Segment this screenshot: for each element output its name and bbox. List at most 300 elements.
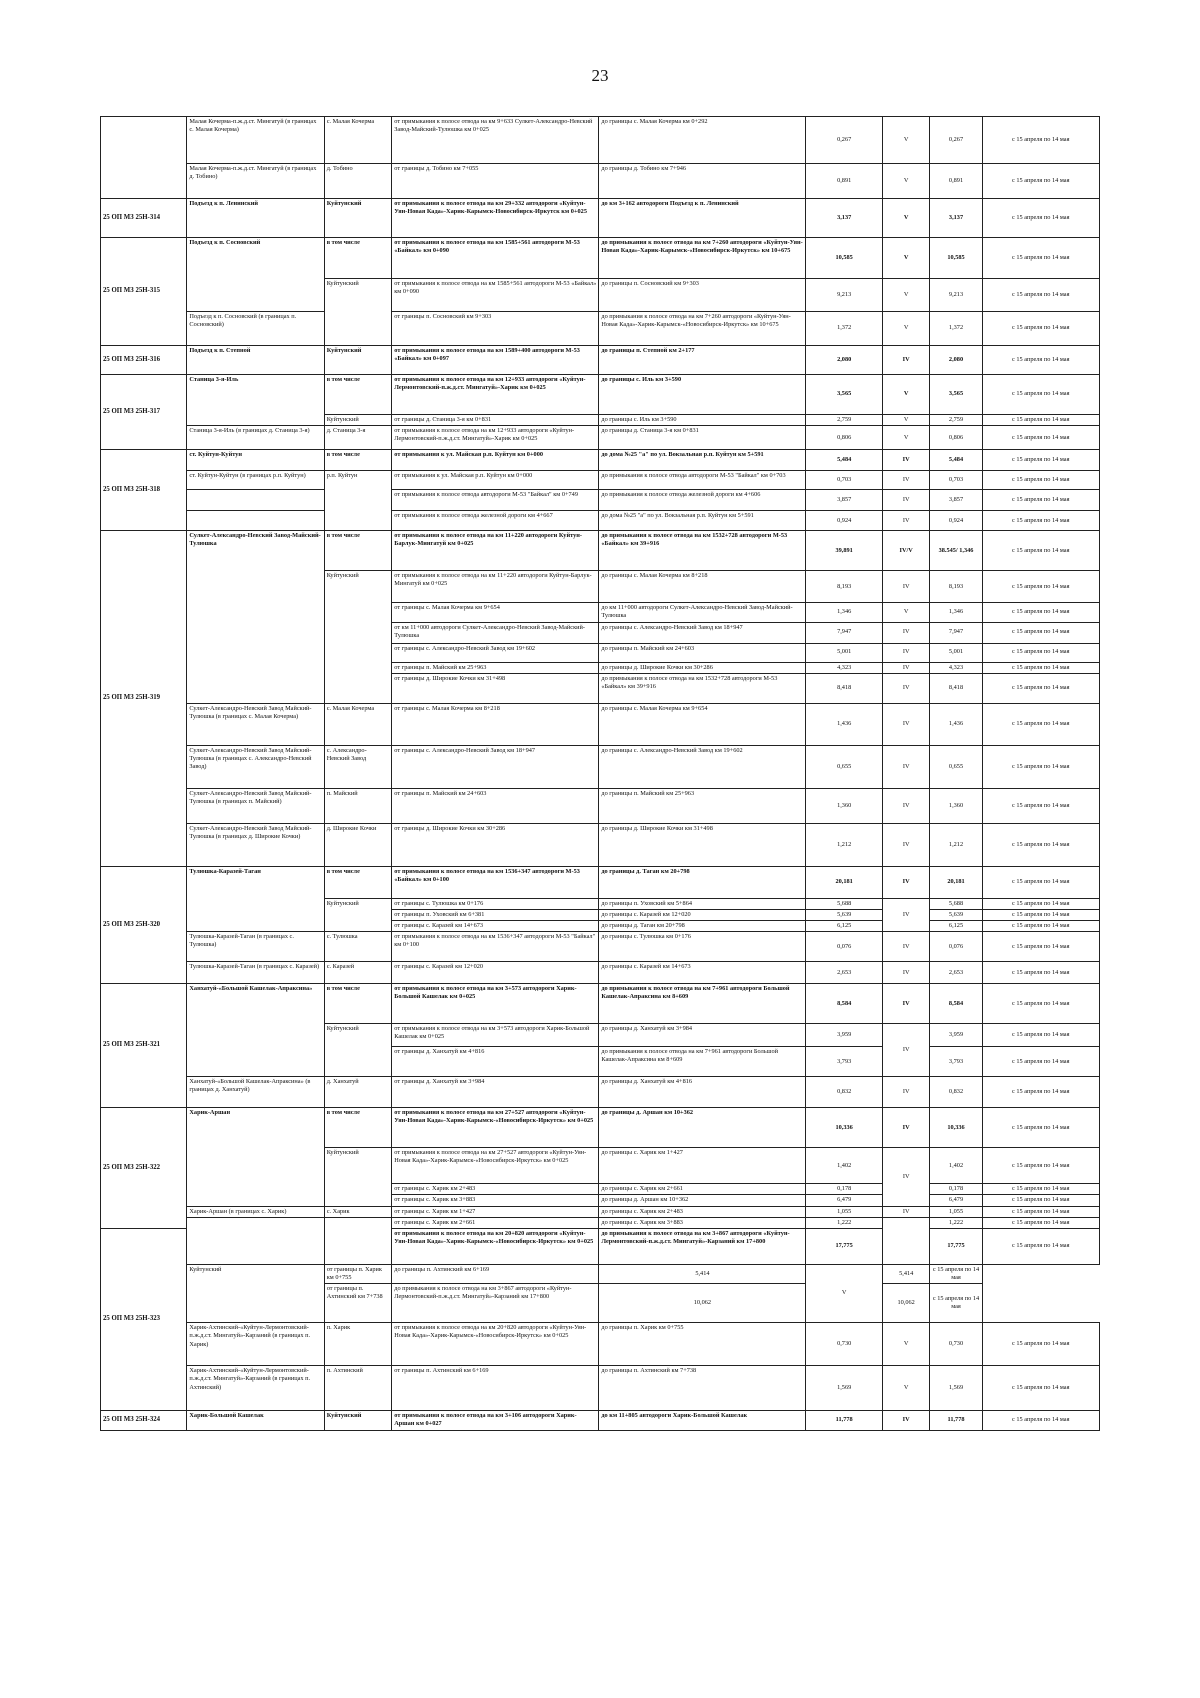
road-name-cell: ст. Куйтун-Куйтун (в границах р.п. Куйтун) bbox=[187, 471, 324, 490]
length-cell: 3,565 bbox=[806, 375, 882, 415]
segment-start-cell: от границы д. Станица 3-я км 0+831 bbox=[392, 415, 599, 426]
length-by-category-cell: 0,806 bbox=[930, 426, 982, 450]
segment-end-cell: до границы п. Майский км 24+603 bbox=[599, 643, 806, 662]
segment-start-cell: от границы с. Каразей км 14+673 bbox=[392, 921, 599, 932]
length-by-category-cell: 1,436 bbox=[930, 703, 982, 745]
table-row bbox=[101, 1264, 1100, 1283]
segment-end-cell: до границы с. Каразей км 12+020 bbox=[599, 909, 806, 920]
segment-end-cell: до примыкания к полосе отвода на км 7+961 автодороги Большой Кашелак-Апраксина км 8+609 bbox=[599, 1047, 806, 1077]
segment-start-cell: от примыкания к полосе отвода на км 3+106 автодороги Харик-Аршан км 0+027 bbox=[392, 1411, 599, 1430]
segment-end-cell: до границы с. Иль км 3+590 bbox=[599, 375, 806, 415]
category-cell: IV bbox=[882, 511, 930, 531]
segment-end-cell: до границы д. Тобино км 7+946 bbox=[599, 164, 806, 199]
road-name-cell: Харик-Аршан (в границах с. Харик) bbox=[187, 1206, 324, 1217]
segment-end-cell: до границы д. Таган км 20+798 bbox=[599, 866, 806, 898]
district-cell: в том числе bbox=[324, 238, 392, 279]
table-row bbox=[101, 199, 1100, 238]
category-cell: V bbox=[882, 1323, 930, 1366]
category-cell: IV bbox=[882, 662, 930, 673]
segment-start-cell: от границы с. Харик км 2+483 bbox=[392, 1184, 599, 1195]
length-by-category-cell: 0,655 bbox=[930, 745, 982, 788]
length-by-category-cell: 2,080 bbox=[930, 346, 982, 375]
district-cell: в том числе bbox=[324, 375, 392, 415]
segment-start-cell: от примыкания к полосе отвода на км 3+573 автодороги Харик-Большой Кашелак км 0+025 bbox=[392, 984, 599, 1024]
table-row bbox=[101, 375, 1100, 415]
segment-start-cell: от границы с. Малая Кочерма км 9+654 bbox=[392, 603, 599, 622]
table-row bbox=[101, 471, 1100, 490]
segment-end-cell: до примыкания к полосе отвода на км 7+260 автодороги «Куйтун-Уян-Новая Када»-Харик-Карымск-«Новосибирск-Иркутск» км 10+675 bbox=[599, 238, 806, 279]
length-by-category-cell: 3,565 bbox=[930, 375, 982, 415]
road-name-cell: Сулкет-Александро-Невский Завод Майский-Тулюшка (в границах д. Широкие Кочки) bbox=[187, 823, 324, 866]
length-cell: 10,585 bbox=[806, 238, 882, 279]
restriction-period-cell: с 15 апреля по 14 мая bbox=[982, 866, 1099, 898]
length-cell: 10,336 bbox=[806, 1108, 882, 1148]
district-cell: в том числе bbox=[324, 450, 392, 471]
segment-start-cell: от границы п. Харик км 0+755 bbox=[324, 1264, 392, 1283]
segment-end-cell: до границы д. Широкие Кочки км 31+498 bbox=[599, 823, 806, 866]
segment-start-cell: от границы с. Харик км 2+661 bbox=[392, 1217, 599, 1228]
district-cell: с. Малая Кочерма bbox=[324, 117, 392, 164]
length-cell: 0,178 bbox=[806, 1184, 882, 1195]
segment-end-cell: до границы с. Александро-Невский Завод км 19+602 bbox=[599, 745, 806, 788]
segment-end-cell: до границы с. Александро-Невский Завод км 18+947 bbox=[599, 622, 806, 643]
length-by-category-cell: 0,832 bbox=[930, 1077, 982, 1108]
segment-start-cell: от границы п. Майский км 24+603 bbox=[392, 788, 599, 823]
length-cell: 6,125 bbox=[806, 921, 882, 932]
district-cell: Куйтунский bbox=[324, 1024, 392, 1077]
district-cell: д. Тобино bbox=[324, 164, 392, 199]
restriction-period-cell: с 15 апреля по 14 мая bbox=[982, 1366, 1099, 1411]
segment-start-cell: от примыкания к полосе отвода железной дороги км 4+667 bbox=[392, 511, 599, 531]
segment-end-cell: до км 11+000 автодороги Сулкет-Александро-Невский Завод-Майский-Тулюшка bbox=[599, 603, 806, 622]
restriction-period-cell: с 15 апреля по 14 мая bbox=[982, 279, 1099, 312]
table-row bbox=[101, 1206, 1100, 1217]
length-by-category-cell: 0,178 bbox=[930, 1184, 982, 1195]
length-by-category-cell: 5,484 bbox=[930, 450, 982, 471]
road-name-cell: Тулюшка-Каразей-Таган (в границах с. Каразей) bbox=[187, 962, 324, 984]
restriction-period-cell: с 15 апреля по 14 мая bbox=[982, 673, 1099, 703]
length-by-category-cell: 0,924 bbox=[930, 511, 982, 531]
restriction-period-cell: с 15 апреля по 14 мая bbox=[982, 1411, 1099, 1430]
length-cell: 7,947 bbox=[806, 622, 882, 643]
segment-end-cell: до границы с. Харик км 2+661 bbox=[599, 1184, 806, 1195]
length-cell: 8,193 bbox=[806, 571, 882, 603]
restriction-period-cell: с 15 апреля по 14 мая bbox=[982, 375, 1099, 415]
length-by-category-cell: 8,418 bbox=[930, 673, 982, 703]
code-cell: 25 ОП МЗ 25Н-320 bbox=[101, 866, 187, 984]
segment-start-cell: от границы п. Ахтинский км 6+169 bbox=[392, 1366, 599, 1411]
category-cell: V bbox=[882, 279, 930, 312]
code-cell: 25 ОП МЗ 25Н-317 bbox=[101, 375, 187, 450]
length-by-category-cell: 1,346 bbox=[930, 603, 982, 622]
length-by-category-cell: 7,947 bbox=[930, 622, 982, 643]
road-name-cell: Станица 3-я-Иль (в границах д. Станица 3-я) bbox=[187, 426, 324, 450]
segment-start-cell: от примыкания к полосе отвода на км 1536+347 автодороги М-53 "Байкал" км 0+100 bbox=[392, 932, 599, 962]
category-cell: IV bbox=[882, 962, 930, 984]
restriction-period-cell: с 15 апреля по 14 мая bbox=[982, 312, 1099, 346]
length-cell: 1,212 bbox=[806, 823, 882, 866]
district-cell: с. Каразей bbox=[324, 962, 392, 984]
length-cell: 2,080 bbox=[806, 346, 882, 375]
length-by-category-cell: 6,479 bbox=[930, 1195, 982, 1206]
length-cell: 6,479 bbox=[806, 1195, 882, 1206]
road-name-cell: Тулюшка-Каразей-Таган bbox=[187, 866, 324, 932]
length-cell: 1,436 bbox=[806, 703, 882, 745]
length-by-category-cell: 0,730 bbox=[930, 1323, 982, 1366]
roads-table bbox=[100, 116, 1100, 1431]
length-cell: 1,372 bbox=[806, 312, 882, 346]
road-name-cell bbox=[187, 490, 324, 511]
code-cell: 25 ОП МЗ 25Н-316 bbox=[101, 346, 187, 375]
segment-start-cell: от примыкания к полосе отвода на км 1536+347 автодороги М-53 «Байкал» км 0+100 bbox=[392, 866, 599, 898]
segment-end-cell: до границы с. Малая Кочерма км 9+654 bbox=[599, 703, 806, 745]
table-row bbox=[101, 1077, 1100, 1108]
length-by-category-cell: 17,775 bbox=[930, 1228, 982, 1264]
restriction-period-cell: с 15 апреля по 14 мая bbox=[982, 603, 1099, 622]
restriction-period-cell: с 15 апреля по 14 мая bbox=[982, 490, 1099, 511]
category-cell: V bbox=[882, 238, 930, 279]
restriction-period-cell: с 15 апреля по 14 мая bbox=[982, 346, 1099, 375]
category-cell: IV bbox=[882, 984, 930, 1024]
length-cell: 39,891 bbox=[806, 531, 882, 571]
restriction-period-cell: с 15 апреля по 14 мая bbox=[982, 1077, 1099, 1108]
length-cell: 1,055 bbox=[806, 1206, 882, 1217]
district-cell: Куйтунский bbox=[324, 1148, 392, 1206]
table-row bbox=[101, 745, 1100, 788]
segment-start-cell: от границы п. Сосновский км 9+303 bbox=[392, 312, 599, 346]
district-cell: Куйтунский bbox=[324, 199, 392, 238]
segment-end-cell: до км 3+162 автодороги Подъезд к п. Ленинский bbox=[599, 199, 806, 238]
restriction-period-cell: с 15 апреля по 14 мая bbox=[982, 426, 1099, 450]
length-by-category-cell: 1,222 bbox=[930, 1217, 982, 1228]
length-cell: 3,959 bbox=[806, 1024, 882, 1047]
length-cell: 17,775 bbox=[806, 1228, 882, 1264]
category-cell: IV bbox=[882, 703, 930, 745]
restriction-period-cell: с 15 апреля по 14 мая bbox=[982, 1195, 1099, 1206]
road-name-cell: Подъезд к п. Сосновский (в границах п. Сосновский) bbox=[187, 312, 324, 346]
district-cell: Куйтунский bbox=[187, 1264, 324, 1322]
restriction-period-cell: с 15 апреля по 14 мая bbox=[982, 1228, 1099, 1264]
category-cell: IV bbox=[882, 1024, 930, 1077]
restriction-period-cell: с 15 апреля по 14 мая bbox=[982, 1206, 1099, 1217]
restriction-period-cell: с 15 апреля по 14 мая bbox=[930, 1264, 982, 1283]
length-cell: 5,001 bbox=[806, 643, 882, 662]
length-cell: 0,076 bbox=[806, 932, 882, 962]
district-cell: п. Майский bbox=[324, 788, 392, 823]
length-cell: 3,857 bbox=[806, 490, 882, 511]
restriction-period-cell: с 15 апреля по 14 мая bbox=[982, 984, 1099, 1024]
table-row bbox=[101, 932, 1100, 962]
category-cell: V bbox=[882, 164, 930, 199]
road-name-cell: Ханхатуй-«Большой Кашелак-Апраксина» bbox=[187, 984, 324, 1077]
category-cell: V bbox=[882, 1366, 930, 1411]
segment-start-cell: от примыкания к полосе отвода на км 3+573 автодороги Харик-Большой Кашелак км 0+025 bbox=[392, 1024, 599, 1047]
length-by-category-cell: 5,001 bbox=[930, 643, 982, 662]
length-cell: 1,402 bbox=[806, 1148, 882, 1184]
road-name-cell: Ханхатуй-«Большой Кашелак-Апраксина» (в границах д. Ханхатуй) bbox=[187, 1077, 324, 1108]
district-cell: д. Широкие Кочки bbox=[324, 823, 392, 866]
segment-start-cell: от км 11+000 автодороги Сулкет-Александро-Невский Завод-Майский-Тулюшка bbox=[392, 622, 599, 643]
segment-start-cell: от границы д. Ханхатуй км 3+984 bbox=[392, 1077, 599, 1108]
restriction-period-cell: с 15 апреля по 14 мая bbox=[982, 1108, 1099, 1148]
category-cell: V bbox=[882, 426, 930, 450]
length-by-category-cell: 2,653 bbox=[930, 962, 982, 984]
segment-end-cell: до границы п. Майский км 25+963 bbox=[599, 788, 806, 823]
restriction-period-cell: с 15 апреля по 14 мая bbox=[982, 415, 1099, 426]
category-cell: V bbox=[882, 117, 930, 164]
district-cell bbox=[324, 1217, 392, 1264]
length-by-category-cell: 4,323 bbox=[930, 662, 982, 673]
length-by-category-cell: 1,212 bbox=[930, 823, 982, 866]
table-row bbox=[101, 426, 1100, 450]
segment-end-cell: до границы п. Степной км 2+177 bbox=[599, 346, 806, 375]
length-by-category-cell: 1,360 bbox=[930, 788, 982, 823]
restriction-period-cell: с 15 апреля по 14 мая bbox=[982, 238, 1099, 279]
category-cell: IV bbox=[882, 346, 930, 375]
length-cell: 9,213 bbox=[806, 279, 882, 312]
length-cell: 5,484 bbox=[806, 450, 882, 471]
length-cell: 0,730 bbox=[806, 1323, 882, 1366]
segment-start-cell: от границы п. Уховский км 6+381 bbox=[392, 909, 599, 920]
road-name-cell: Харик-Аршан bbox=[187, 1108, 324, 1206]
category-cell: V bbox=[806, 1264, 882, 1322]
road-name-cell: Сулкет-Александро-Невский Завод Майский-Тулюшка (в границах с. Малая Кочерма) bbox=[187, 703, 324, 745]
code-cell: 25 ОП МЗ 25Н-315 bbox=[101, 238, 187, 346]
length-cell: 5,414 bbox=[599, 1264, 806, 1283]
district-cell: Куйтунский bbox=[324, 346, 392, 375]
length-by-category-cell: 8,584 bbox=[930, 984, 982, 1024]
segment-start-cell: от границы п. Ахтинский км 7+738 bbox=[324, 1284, 392, 1323]
district-cell: в том числе bbox=[324, 1108, 392, 1148]
road-name-cell: Подъезд к п. Сосновский bbox=[187, 238, 324, 312]
length-cell: 1,222 bbox=[806, 1217, 882, 1228]
restriction-period-cell: с 15 апреля по 14 мая bbox=[982, 117, 1099, 164]
table-row bbox=[101, 346, 1100, 375]
restriction-period-cell: с 15 апреля по 14 мая bbox=[982, 745, 1099, 788]
length-by-category-cell: 1,402 bbox=[930, 1148, 982, 1184]
segment-start-cell: от примыкания к полосе отвода автодороги М-53 "Байкал" км 0+749 bbox=[392, 490, 599, 511]
segment-start-cell: от примыкания к полосе отвода на км 1589+400 автодороги М-53 «Байкал» км 0+097 bbox=[392, 346, 599, 375]
restriction-period-cell: с 15 апреля по 14 мая bbox=[982, 643, 1099, 662]
length-cell: 0,655 bbox=[806, 745, 882, 788]
category-cell: IV bbox=[882, 866, 930, 898]
road-name-cell: Малая Кочерма-п.ж.д.ст. Мингатуй (в границах д. Тобино) bbox=[187, 164, 324, 199]
segment-end-cell: до границы с. Иль км 3+590 bbox=[599, 415, 806, 426]
category-cell: V bbox=[882, 199, 930, 238]
code-cell: 25 ОП МЗ 25Н-318 bbox=[101, 450, 187, 531]
length-by-category-cell: 1,569 bbox=[930, 1366, 982, 1411]
length-by-category-cell: 38.545/ 1,346 bbox=[930, 531, 982, 571]
road-name-cell: Тулюшка-Каразей-Таган (в границах с. Тулюшка) bbox=[187, 932, 324, 962]
table-row bbox=[101, 788, 1100, 823]
segment-start-cell: от примыкания к полосе отвода на км 9+633 Сулкет-Александро-Невский Завод-Майский-Тулюшка км 0+025 bbox=[392, 117, 599, 164]
segment-start-cell: от границы д. Тобино км 7+055 bbox=[392, 164, 599, 199]
length-by-category-cell: 10,585 bbox=[930, 238, 982, 279]
restriction-period-cell: с 15 апреля по 14 мая bbox=[982, 199, 1099, 238]
category-cell: V bbox=[882, 375, 930, 415]
length-by-category-cell: 3,857 bbox=[930, 490, 982, 511]
district-cell: в том числе bbox=[324, 866, 392, 898]
length-by-category-cell: 2,759 bbox=[930, 415, 982, 426]
restriction-period-cell: с 15 апреля по 14 мая bbox=[982, 1323, 1099, 1366]
code-cell: 25 ОП МЗ 25Н-324 bbox=[101, 1411, 187, 1430]
category-cell: IV bbox=[882, 932, 930, 962]
segment-end-cell: до границы п. Ахтинский км 6+169 bbox=[392, 1264, 599, 1283]
segment-end-cell: до примыкания к полосе отвода на км 3+867 автодороги «Куйтун-Лермонтовский-п.ж.д.ст. Мингатуй»-Карзаний км 17+800 bbox=[392, 1284, 599, 1323]
length-cell: 3,137 bbox=[806, 199, 882, 238]
segment-end-cell: до границы п. Харик км 0+755 bbox=[599, 1323, 806, 1366]
district-cell: р.п. Куйтун bbox=[324, 471, 392, 531]
restriction-period-cell: с 15 апреля по 14 мая bbox=[982, 823, 1099, 866]
length-by-category-cell: 1,055 bbox=[930, 1206, 982, 1217]
district-cell: Куйтунский bbox=[324, 571, 392, 704]
district-cell: с. Тулюшка bbox=[324, 932, 392, 962]
length-by-category-cell: 3,959 bbox=[930, 1024, 982, 1047]
road-name-cell: ст. Куйтун-Куйтун bbox=[187, 450, 324, 471]
length-cell: 0,806 bbox=[806, 426, 882, 450]
restriction-period-cell: с 15 апреля по 14 мая bbox=[930, 1284, 982, 1323]
road-name-cell: Сулкет-Александро-Невский Завод Майский-Тулюшка (в границах п. Майский) bbox=[187, 788, 324, 823]
category-cell: IV bbox=[882, 571, 930, 603]
category-cell: IV bbox=[882, 643, 930, 662]
length-cell: 1,360 bbox=[806, 788, 882, 823]
length-by-category-cell: 10,336 bbox=[930, 1108, 982, 1148]
page-number: 23 bbox=[591, 66, 609, 85]
district-cell: в том числе bbox=[324, 531, 392, 571]
segment-end-cell: до примыкания к полосе отвода на км 7+260 автодороги «Куйтун-Уян-Новая Када»-Харик-Карымск-«Новосибирск-Иркутск» км 10+675 bbox=[599, 312, 806, 346]
table-row bbox=[101, 1217, 1100, 1228]
length-cell: 4,323 bbox=[806, 662, 882, 673]
district-cell: д. Ханхатуй bbox=[324, 1077, 392, 1108]
length-cell: 10,062 bbox=[599, 1284, 806, 1323]
road-name-cell: Харик-Ахтинский-«Куйтун-Лермонтовский-п.ж.д.ст. Мингатуй»-Карзаний (в границах п. Харик) bbox=[187, 1323, 324, 1366]
segment-start-cell: от примыкания к полосе отвода на км 11+220 автодороги Куйтун-Барлук-Мингатуй км 0+025 bbox=[392, 571, 599, 603]
segment-end-cell: до границы с. Каразей км 14+673 bbox=[599, 962, 806, 984]
segment-end-cell: до границы с. Харик км 2+483 bbox=[599, 1206, 806, 1217]
length-cell: 8,584 bbox=[806, 984, 882, 1024]
road-name-cell: Подъезд к п. Ленинский bbox=[187, 199, 324, 238]
segment-start-cell: от границы с. Харик км 3+883 bbox=[392, 1195, 599, 1206]
category-cell: V bbox=[882, 312, 930, 346]
restriction-period-cell: с 15 апреля по 14 мая bbox=[982, 1148, 1099, 1184]
road-name-cell: Станица 3-я-Иль bbox=[187, 375, 324, 426]
length-by-category-cell: 3,793 bbox=[930, 1047, 982, 1077]
length-by-category-cell: 9,213 bbox=[930, 279, 982, 312]
road-name-cell: Сулкет-Александро-Невский Завод-Майский-Тулюшка bbox=[187, 531, 324, 704]
length-cell: 3,793 bbox=[806, 1047, 882, 1077]
length-by-category-cell: 8,193 bbox=[930, 571, 982, 603]
table-row bbox=[101, 1323, 1100, 1366]
table-row bbox=[101, 1366, 1100, 1411]
category-cell: IV bbox=[882, 745, 930, 788]
road-name-cell: Харик-Большой Кашелак bbox=[187, 1411, 324, 1430]
length-cell: 5,688 bbox=[806, 898, 882, 909]
restriction-period-cell: с 15 апреля по 14 мая bbox=[982, 511, 1099, 531]
length-by-category-cell: 0,267 bbox=[930, 117, 982, 164]
length-cell: 0,703 bbox=[806, 471, 882, 490]
length-by-category-cell: 0,076 bbox=[930, 932, 982, 962]
length-by-category-cell: 5,639 bbox=[930, 909, 982, 920]
code-cell: 25 ОП МЗ 25Н-319 bbox=[101, 531, 187, 867]
segment-start-cell: от границы с. Александро-Невский Завод км 18+947 bbox=[392, 745, 599, 788]
restriction-period-cell: с 15 апреля по 14 мая bbox=[982, 450, 1099, 471]
segment-end-cell: до км 11+805 автодороги Харик-Большой Кашелак bbox=[599, 1411, 806, 1430]
length-by-category-cell: 0,891 bbox=[930, 164, 982, 199]
district-cell: д. Станица 3-я bbox=[324, 426, 392, 450]
segment-start-cell: от примыкания к полосе отвода на км 12+933 автодороги «Куйтун-Лермонтовский-п.ж.д.ст. Мингатуй»-Харик км 0+025 bbox=[392, 375, 599, 415]
category-cell: IV bbox=[882, 1411, 930, 1430]
table-row bbox=[101, 984, 1100, 1024]
category-cell bbox=[882, 1217, 930, 1264]
segment-end-cell: до примыкания к полосе отвода на км 1532+728 автодороги М-53 «Байкал» км 39+916 bbox=[599, 531, 806, 571]
segment-start-cell: от примыкания к полосе отвода на км 20+820 автодороги «Куйтун-Уян-Новая Када»-Харик-Карымск-«Новосибирск-Иркутск» км 0+025 bbox=[392, 1228, 599, 1264]
code-cell bbox=[101, 117, 187, 199]
category-cell: IV bbox=[882, 1077, 930, 1108]
segment-start-cell: от примыкания к полосе отвода на км 27+527 автодороги «Куйтун-Уян-Новая Када»-Харик-Карымск-«Новосибирск-Иркутск» км 0+025 bbox=[392, 1148, 599, 1184]
table-row bbox=[101, 238, 1100, 279]
table-row bbox=[101, 866, 1100, 898]
district-cell: с. Малая Кочерма bbox=[324, 703, 392, 745]
district-cell: Куйтунский bbox=[324, 279, 392, 346]
segment-end-cell: до границы с. Малая Кочерма км 0+292 bbox=[599, 117, 806, 164]
segment-start-cell: от примыкания к полосе отвода на км 11+220 автодороги Куйтун-Барлук-Мингатуй км 0+025 bbox=[392, 531, 599, 571]
segment-start-cell: от примыкания к полосе отвода на км 1585+561 автодороги М-53 «Байкал» км 0+090 bbox=[392, 238, 599, 279]
segment-end-cell: до границы д. Таган км 20+798 bbox=[599, 921, 806, 932]
district-cell: п. Ахтинский bbox=[324, 1366, 392, 1411]
length-cell: 0,832 bbox=[806, 1077, 882, 1108]
restriction-period-cell: с 15 апреля по 14 мая bbox=[982, 1217, 1099, 1228]
segment-end-cell: до границы с. Тулюшка км 0+176 bbox=[599, 932, 806, 962]
segment-end-cell: до границы п. Сосновский км 9+303 bbox=[599, 279, 806, 312]
category-cell: IV bbox=[882, 1108, 930, 1148]
road-name-cell bbox=[187, 511, 324, 531]
length-by-category-cell: 20,181 bbox=[930, 866, 982, 898]
length-by-category-cell: 5,414 bbox=[882, 1264, 930, 1283]
category-cell: V bbox=[882, 415, 930, 426]
restriction-period-cell: с 15 апреля по 14 мая bbox=[982, 1047, 1099, 1077]
length-by-category-cell: 1,372 bbox=[930, 312, 982, 346]
segment-start-cell: от границы с. Александро-Невский Завод км 19+602 bbox=[392, 643, 599, 662]
restriction-period-cell: с 15 апреля по 14 мая bbox=[982, 622, 1099, 643]
segment-start-cell: от границы с. Харик км 1+427 bbox=[392, 1206, 599, 1217]
segment-start-cell: от границы с. Малая Кочерма км 8+218 bbox=[392, 703, 599, 745]
table-row bbox=[101, 312, 1100, 346]
code-cell: 25 ОП МЗ 25Н-323 bbox=[101, 1228, 187, 1410]
restriction-period-cell: с 15 апреля по 14 мая bbox=[982, 788, 1099, 823]
segment-end-cell: до границы д. Ханхатуй км 4+816 bbox=[599, 1077, 806, 1108]
segment-end-cell: до границы п. Ахтинский км 7+738 bbox=[599, 1366, 806, 1411]
road-name-cell: Подъезд к п. Степной bbox=[187, 346, 324, 375]
district-cell: Куйтунский bbox=[324, 415, 392, 426]
table-row bbox=[101, 962, 1100, 984]
segment-end-cell: до примыкания к полосе отвода на км 1532+728 автодороги М-53 «Байкал» км 39+916 bbox=[599, 673, 806, 703]
district-cell: с. Александро-Невский Завод bbox=[324, 745, 392, 788]
category-cell: IV/V bbox=[882, 531, 930, 571]
segment-start-cell: от примыкания к полосе отвода на км 12+933 автодороги «Куйтун-Лермонтовский-п.ж.д.ст. Мингатуй»-Харик км 0+025 bbox=[392, 426, 599, 450]
length-cell: 1,346 bbox=[806, 603, 882, 622]
segment-start-cell: от границы д. Ханхатуй км 4+816 bbox=[392, 1047, 599, 1077]
length-by-category-cell: 0,703 bbox=[930, 471, 982, 490]
table-row bbox=[101, 490, 1100, 511]
road-name-cell: Харик-Ахтинский-«Куйтун-Лермонтовский-п.ж.д.ст. Мингатуй»-Карзаний (в границах п. Ахтинский) bbox=[187, 1366, 324, 1411]
restriction-period-cell: с 15 апреля по 14 мая bbox=[982, 571, 1099, 603]
code-cell: 25 ОП МЗ 25Н-314 bbox=[101, 199, 187, 238]
length-cell: 0,924 bbox=[806, 511, 882, 531]
length-cell: 2,653 bbox=[806, 962, 882, 984]
category-cell: IV bbox=[882, 673, 930, 703]
segment-end-cell: до границы с. Малая Кочерма км 8+218 bbox=[599, 571, 806, 603]
segment-start-cell: от примыкания к полосе отвода на км 27+527 автодороги «Куйтун-Уян-Новая Када»-Харик-Карымск-«Новосибирск-Иркутск» км 0+025 bbox=[392, 1108, 599, 1148]
